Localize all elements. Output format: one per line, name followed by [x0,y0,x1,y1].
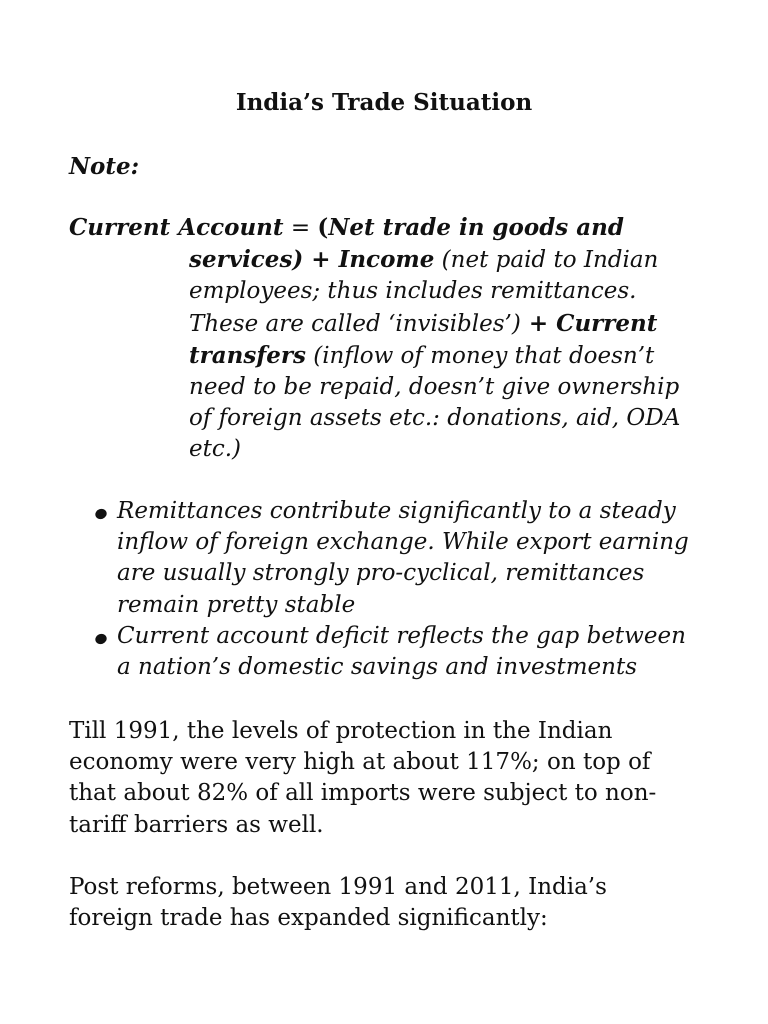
bullet-line: a nation’s domestic savings and investments [117,654,637,681]
bullet-line: Current account deficit reflects the gap between [117,622,686,649]
definition-line: need to be repaid, doesn’t give ownership [189,374,680,401]
paragraph-line: Post reforms, between 1991 and 2011, India’s [69,874,607,900]
paragraph-line: tariff barriers as well. [69,811,324,838]
plus-sign: + [520,309,557,337]
definition-continuation [69,244,709,465]
bullet-line: Remittances contribute significantly to a steady [117,498,676,524]
current-account-definition [69,212,709,466]
definition-line [189,244,709,276]
paragraph-line: that about 82% of all imports were subject to non- [69,780,657,807]
page-title: India’s Trade Situation [235,89,533,116]
definition-line: etc.) [189,436,242,463]
income-desc-c: These are called ‘invisibles’) [189,310,521,337]
transfers-desc-a: (inflow of money that doesn’t [305,342,655,369]
definition-line [189,340,709,372]
net-trade-term-a: Net trade in goods and [328,214,624,241]
income-term: Income [338,246,435,274]
paragraph-line: foreign trade has expanded significantly: [69,905,548,932]
income-desc-a: (net paid to Indian [434,247,659,274]
bullet-line: remain pretty stable [117,591,356,618]
paragraph-line: Till 1991, the levels of protection in the Indian [69,718,613,744]
list-item [92,496,732,621]
paragraph-post-reforms [69,872,729,934]
definition-line: employees; thus includes remittances. [189,278,637,305]
definition-first-line [69,212,709,244]
bullet-list [92,496,732,683]
paragraph-line: economy were very high at about 117%; on top of [69,749,651,776]
bullet-line: are usually strongly pro-cyclical, remittances [117,560,645,587]
definition-line: of foreign assets etc.: donations, aid, ODA [189,405,681,432]
bullet-icon [94,632,108,645]
plus-sign: + [303,246,339,274]
open-paren: ( [317,214,329,241]
definition-line [189,308,709,340]
note-label: Note: [69,153,140,180]
current-transfers-term-b: transfers [189,341,306,369]
paragraph-protection [69,716,729,841]
bullet-line: inflow of foreign exchange. While export earning [117,529,689,556]
current-account-term: Current Account [69,214,284,241]
current-transfers-term-a: Current [556,309,658,337]
equals-sign: = [283,215,318,241]
list-item [92,621,732,683]
net-trade-term-b: services) [189,246,304,274]
bullet-icon [94,507,108,520]
